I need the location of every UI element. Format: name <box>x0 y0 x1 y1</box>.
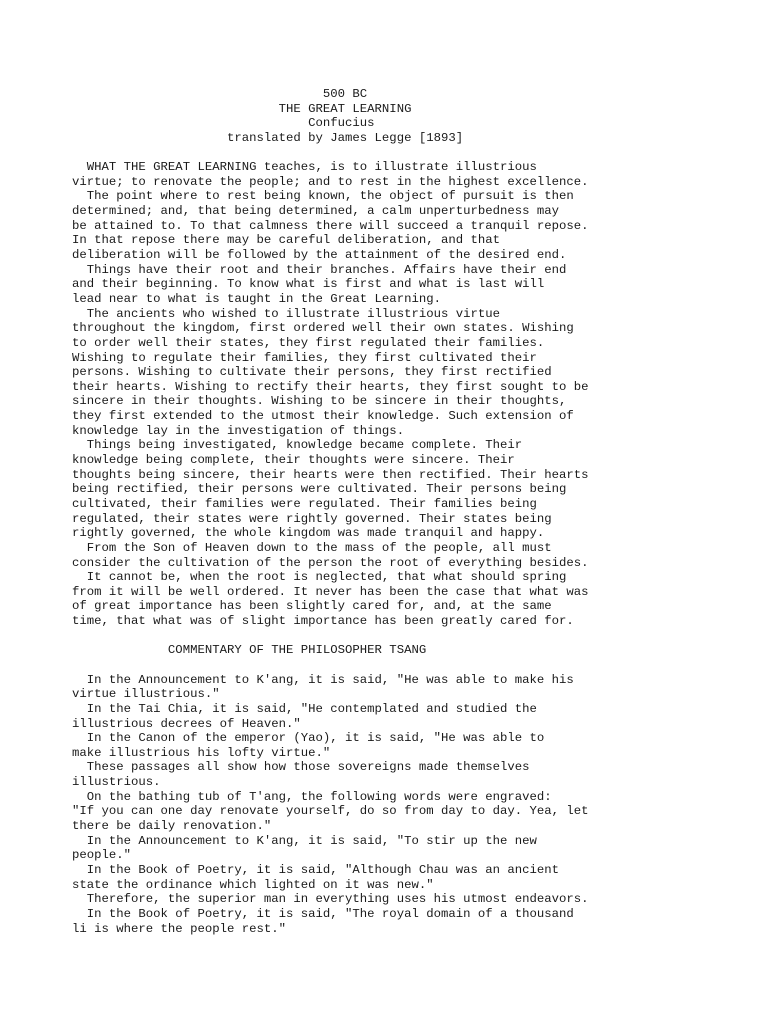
text-line: illustrious decrees of Heaven." <box>72 716 301 731</box>
text-line: being rectified, their persons were cultivated. Their persons being <box>72 482 567 497</box>
text-line: lead near to what is taught in the Great Learning. <box>72 291 441 306</box>
blank-line <box>72 146 712 161</box>
text-line: they first extended to the utmost their knowledge. Such extension of <box>72 409 574 424</box>
text-line: illustrious. <box>72 775 161 790</box>
text-line: It cannot be, when the root is neglected, that what should spring <box>72 570 567 585</box>
text-line: time, that what was of slight importance has been greatly cared for. <box>72 614 574 629</box>
text-line: regulated, their states were rightly governed. Their states being <box>72 511 552 526</box>
text-line: On the bathing tub of T'ang, the following words were engraved: <box>72 789 552 804</box>
text-line: thoughts being sincere, their hearts were then rectified. Their hearts <box>72 467 589 482</box>
text-line: state the ordinance which lighted on it was new." <box>72 877 434 892</box>
blank-line <box>72 629 712 644</box>
text-line: knowledge lay in the investigation of things. <box>72 423 405 438</box>
text-line: COMMENTARY OF THE PHILOSOPHER TSANG <box>72 643 427 658</box>
text-line: Wishing to regulate their families, they first cultivated their <box>72 350 537 365</box>
text-line: Things being investigated, knowledge became complete. Their <box>72 438 523 453</box>
text-line: The point where to rest being known, the object of pursuit is then <box>72 189 574 204</box>
text-line: virtue; to renovate the people; and to rest in the highest excellence. <box>72 174 589 189</box>
text-line: In the Announcement to K'ang, it is said, "To stir up the new <box>72 833 537 848</box>
text-line: be attained to. To that calmness there will succeed a tranquil repose. <box>72 218 589 233</box>
text-line: The ancients who wished to illustrate illustrious virtue <box>72 306 501 321</box>
text-line: THE GREAT LEARNING <box>72 101 412 116</box>
text-line: sincere in their thoughts. Wishing to be sincere in their thoughts, <box>72 394 567 409</box>
text-line: consider the cultivation of the person the root of everything besides. <box>72 555 589 570</box>
text-line: In the Book of Poetry, it is said, "Although Chau was an ancient <box>72 862 560 877</box>
blank-line <box>72 658 712 673</box>
text-line: deliberation will be followed by the attainment of the desired end. <box>72 248 567 263</box>
text-line: In the Canon of the emperor (Yao), it is said, "He was able to <box>72 731 545 746</box>
text-line: Confucius <box>72 116 375 131</box>
text-line: In the Announcement to K'ang, it is said, "He was able to make his <box>72 672 574 687</box>
text-line: make illustrious his lofty virtue." <box>72 745 331 760</box>
text-line: knowledge being complete, their thoughts were sincere. Their <box>72 453 515 468</box>
text-line: persons. Wishing to cultivate their persons, they first rectified <box>72 365 552 380</box>
text-line: In the Book of Poetry, it is said, "The royal domain of a thousand <box>72 906 574 921</box>
text-line: From the Son of Heaven down to the mass of the people, all must <box>72 540 552 555</box>
text-line: their hearts. Wishing to rectify their hearts, they first sought to be <box>72 379 589 394</box>
text-line: people." <box>72 848 132 863</box>
text-line: In the Tai Chia, it is said, "He contemplated and studied the <box>72 701 537 716</box>
text-line: to order well their states, they first regulated their families. <box>72 335 545 350</box>
text-line: Things have their root and their branches. Affairs have their end <box>72 262 567 277</box>
text-line: translated by James Legge [1893] <box>72 130 464 145</box>
text-line: WHAT THE GREAT LEARNING teaches, is to illustrate illustrious <box>72 160 537 175</box>
text-line: there be daily renovation." <box>72 819 272 834</box>
text-line: These passages all show how those sovereigns made themselves <box>72 760 530 775</box>
text-line: 500 BC <box>72 87 368 101</box>
text-line: rightly governed, the whole kingdom was made tranquil and happy. <box>72 526 545 541</box>
text-line: "If you can one day renovate yourself, do so from day to day. Yea, let <box>72 804 589 819</box>
text-line: of great importance has been slightly cared for, and, at the same <box>72 599 552 614</box>
text-line: In that repose there may be careful deliberation, and that <box>72 233 501 248</box>
text-line: cultivated, their families were regulated. Their families being <box>72 496 537 511</box>
document-body <box>72 87 712 936</box>
text-line: from it will be well ordered. It never has been the case that what was <box>72 584 589 599</box>
text-line: Therefore, the superior man in everything uses his utmost endeavors. <box>72 892 589 907</box>
text-line: determined; and, that being determined, a calm unperturbedness may <box>72 204 560 219</box>
text-line: and their beginning. To know what is first and what is last will <box>72 277 545 292</box>
text-line: throughout the kingdom, first ordered well their own states. Wishing <box>72 321 574 336</box>
text-line: virtue illustrious." <box>72 687 220 702</box>
text-line: li is where the people rest." <box>72 921 287 936</box>
